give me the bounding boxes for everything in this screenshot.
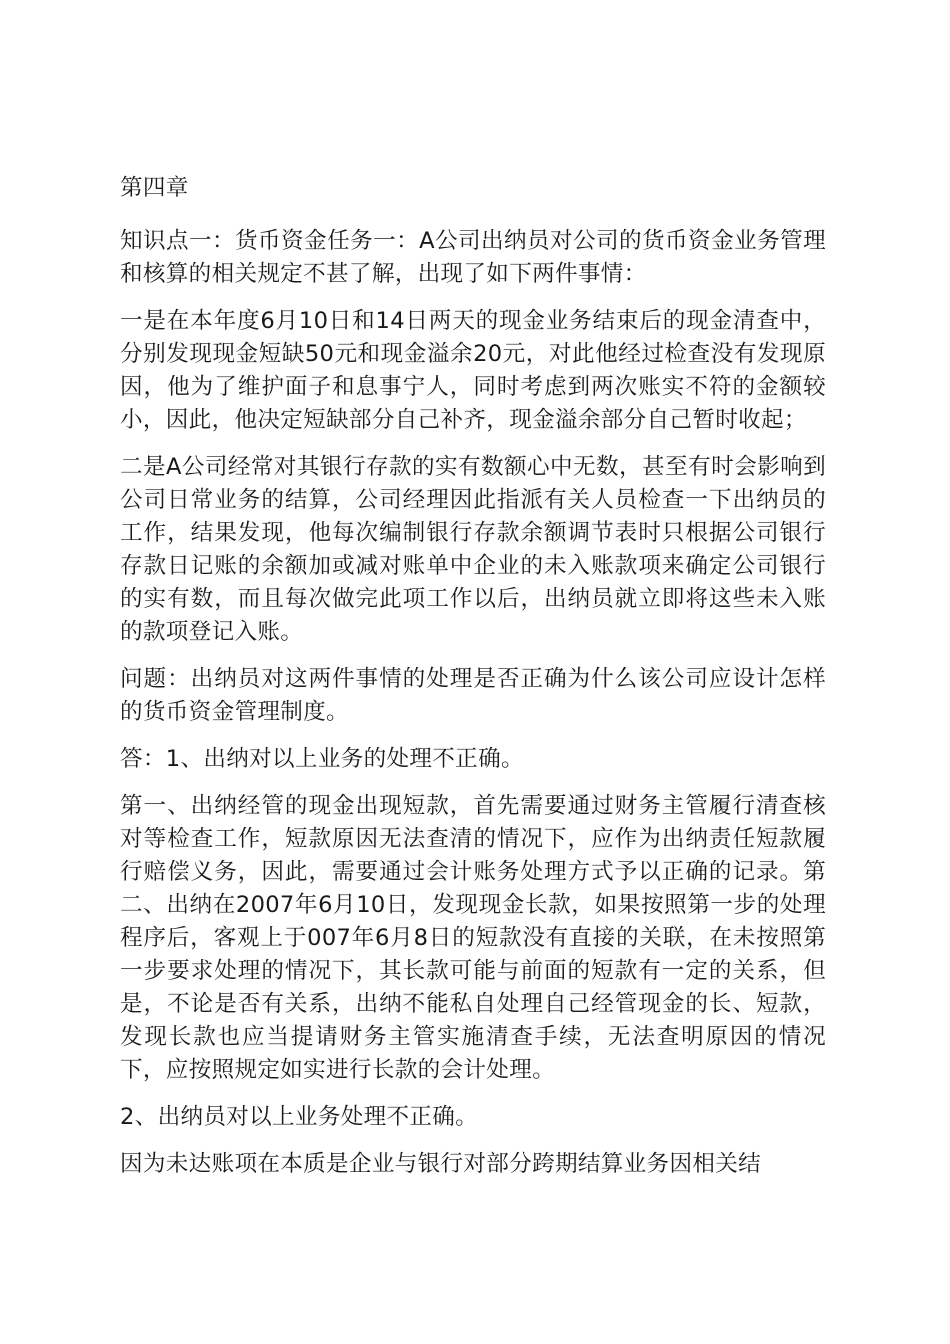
paragraph-knowledge-point: 知识点一：货币资金任务一：A公司出纳员对公司的货币资金业务管理和核算的相关规定不甚了解，出现了如下两件事情：: [120, 228, 826, 287]
paragraph-question: 问题：出纳员对这两件事情的处理是否正确为什么该公司应设计怎样的货币资金管理制度。: [120, 666, 826, 725]
paragraph-case-one: 一是在本年度6月10日和14日两天的现金业务结束后的现金清查中，分别发现现金短缺50元和现金溢余20元，对此他经过检查没有发现原因，他为了维护面子和息事宁人，同时考虑到两次账实不符的金额较小，因此，他决定短缺部分自己补齐，现金溢余部分自己暂时收起；: [120, 308, 826, 433]
paragraph-answer-one: 答：1、出纳对以上业务的处理不正确。: [120, 746, 524, 772]
document-body: [120, 172, 826, 1195]
chapter-title: 第四章: [120, 175, 189, 201]
paragraph-answer-two: 2、出纳员对以上业务处理不正确。: [120, 1104, 479, 1130]
paragraph-case-two: 二是A公司经常对其银行存款的实有数额心中无数，甚至有时会影响到公司日常业务的结算，公司经理因此指派有关人员检查一下出纳员的工作，结果发现，他每次编制银行存款余额调节表时只根据公司银行存款日记账的余额加或减对账单中企业的未入账款项来确定公司银行的实有数，而且每次做完此项工作以后，出纳员就立即将这些未入账的款项登记入账。: [120, 454, 826, 645]
paragraph-explanation-one: 第一、出纳经管的现金出现短款，首先需要通过财务主管履行清查核对等检查工作，短款原因无法查清的情况下，应作为出纳责任短款履行赔偿义务，因此，需要通过会计账务处理方式予以正确的记录。第二、出纳在2007年6月10日，发现现金长款，如果按照第一步的处理程序后，客观上于007年6月8日的短款没有直接的关联，在未按照第一步要求处理的情况下，其长款可能与前面的短款有一定的关系，但是，不论是否有关系，出纳不能私自处理自己经管现金的长、短款，发现长款也应当提请财务主管实施清查手续，无法查明原因的情况下，应按照规定如实进行长款的会计处理。: [120, 793, 826, 1083]
paragraph-explanation-two: 因为未达账项在本质是企业与银行对部分跨期结算业务因相关结: [120, 1151, 762, 1177]
